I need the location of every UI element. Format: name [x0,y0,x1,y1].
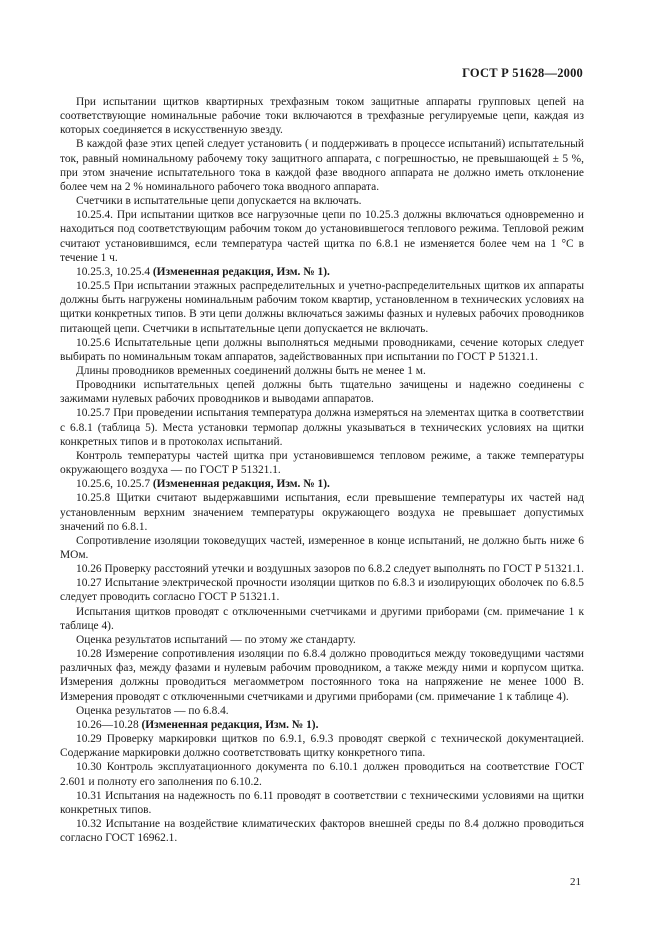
paragraph: Оценка результатов — по 6.8.4. [76,704,229,717]
paragraph: Длины проводников временных соединений должны быть не менее 1 м. [76,364,426,377]
amendment-ref: 10.25.6, 10.25.7 [76,478,153,491]
paragraph: 10.25.6 Испытательные цепи должны выполняться медными проводниками, сечение которых следует выбирать по номинальным токам аппаратов, задействованных при испытании по ГОСТ Р 51321.1. [60,336,584,363]
paragraph: 10.25.8 Щитки считают выдержавшими испытания, если превышение температуры их частей над установленным верхним значением температуры окружающего воздуха не превышает допустимых значений по 6.8.1. [60,492,584,533]
paragraph: Испытания щитков проводят с отключенными счетчиками и другими приборами (см. примечание 1 к таблице 4). [60,605,584,632]
paragraph: 10.30 Контроль эксплуатационного документа по 6.10.1 должен проводиться на соответствие ГОСТ 2.601 и полноту его заполнения по 6.10.2. [60,761,584,788]
paragraph: Проводники испытательных цепей должны быть тщательно зачищены и надежно соединены с зажимами нулевых рабочих проводников и выводами аппаратов. [60,379,584,406]
paragraph: 10.32 Испытание на воздействие климатических факторов внешней среды по 8.4 должно проводиться согласно ГОСТ 16962.1. [60,817,584,845]
paragraph: 10.25.5 При испытании этажных распределительных и учетно-распределительных щитков их аппараты должны быть нагружены номинальным рабочим током квартир, установленном в технических условиях на щитки конкретных типов. В эти цепи должны включаться зажимы фазных и нулевых рабочих проводников питающей цепи. Счетчики в испытательные цепи допускается не включать. [60,280,584,335]
amendment-ref: 10.26—10.28 [76,718,142,731]
amendment-ref: 10.25.3, 10.25.4 [76,265,153,278]
page-number: 21 [570,876,581,888]
amendment-note [60,265,584,279]
paragraph: Оценка результатов испытаний — по этому же стандарту. [76,633,356,646]
paragraph: Сопротивление изоляции токоведущих частей, измеренное в конце испытаний, не должно быть ниже 6 МОм. [60,534,584,561]
amendment-note [60,477,584,491]
paragraph: 10.28 Измерение сопротивления изоляции по 6.8.4 должно проводиться между токоведущими частями различных фаз, между фазами и нулевым рабочим проводником, а также между ними и корпусом щитка. Измерения должны проводиться мегаомметром постоянного тока на напряжение не менее 1000 В. Измерения проводят с отключенными счетчиками и другими приборами (см. примечание 1 к таблице 4). [60,648,584,703]
paragraph: Счетчики в испытательные цепи допускается на включать. [76,195,362,208]
paragraph: 10.31 Испытания на надежность по 6.11 проводят в соответствии с техническими условиями на щитки конкретных типов. [60,789,584,816]
amendment-label: (Измененная редакция, Изм. № 1). [152,478,330,491]
paragraph: При испытании щитков квартирных трехфазным током защитные аппараты групповых цепей на соответствующие номинальные рабочие токи включаются в трехфазные регулируемые цепи, каждая из которых соединяется в искусственную звезду. [60,96,584,137]
amendment-note [60,718,584,732]
paragraph: 10.27 Испытание электрической прочности изоляции щитков по 6.8.3 и изолирующих оболочек по 6.8.5 следует проводить согласно ГОСТ Р 51321.1. [60,577,584,604]
paragraph: 10.26 Проверку расстояний утечки и воздушных зазоров по 6.8.2 следует выполнять по ГОСТ Р 51321.1. [76,563,584,576]
document-header: ГОСТ Р 51628—2000 [462,66,583,80]
paragraph: 10.25.7 При проведении испытания температура должна измеряться на элементах щитка в соответствии с 6.8.1 (таблица 5). Места установки термопар должны указываться в технических условиях на щитки конкретных типов и в протоколах испытаний. [60,407,584,448]
amendment-label: (Измененная редакция, Изм. № 1). [141,718,319,731]
paragraph: Контроль температуры частей щитка при установившемся тепловом режиме, а также температуры окружающего воздуха — по ГОСТ Р 51321.1. [60,449,584,477]
paragraph: 10.25.4. При испытании щитков все нагрузочные цепи по 10.25.3 должны включаться одновременно и находиться под соответствующим рабочим током до установившегося теплового режима. Тепловой режим считают установившимся, если температура частей щитка по 6.8.1 не изменяется более чем на 1 °С в течение 1 ч. [60,209,584,264]
paragraph: 10.29 Проверку маркировки щитков по 6.9.1, 6.9.3 проводят сверкой с технической документацией. Содержание маркировки должно соответствовать щитку конкретного типа. [60,733,584,760]
paragraph: В каждой фазе этих цепей следует установить ( и поддерживать в процессе испытаний) испытательный ток, равный номинальному рабочему току защитного аппарата, с погрешностью, не превышающей ± 5 %, при этом значение испытательного тока в каждой фазе вводного аппарата не должно иметь отклонение более чем на 2 % номинального рабочего тока вводного аппарата. [60,138,584,193]
amendment-label: (Измененная редакция, Изм. № 1). [152,265,330,278]
document-body [60,95,584,845]
